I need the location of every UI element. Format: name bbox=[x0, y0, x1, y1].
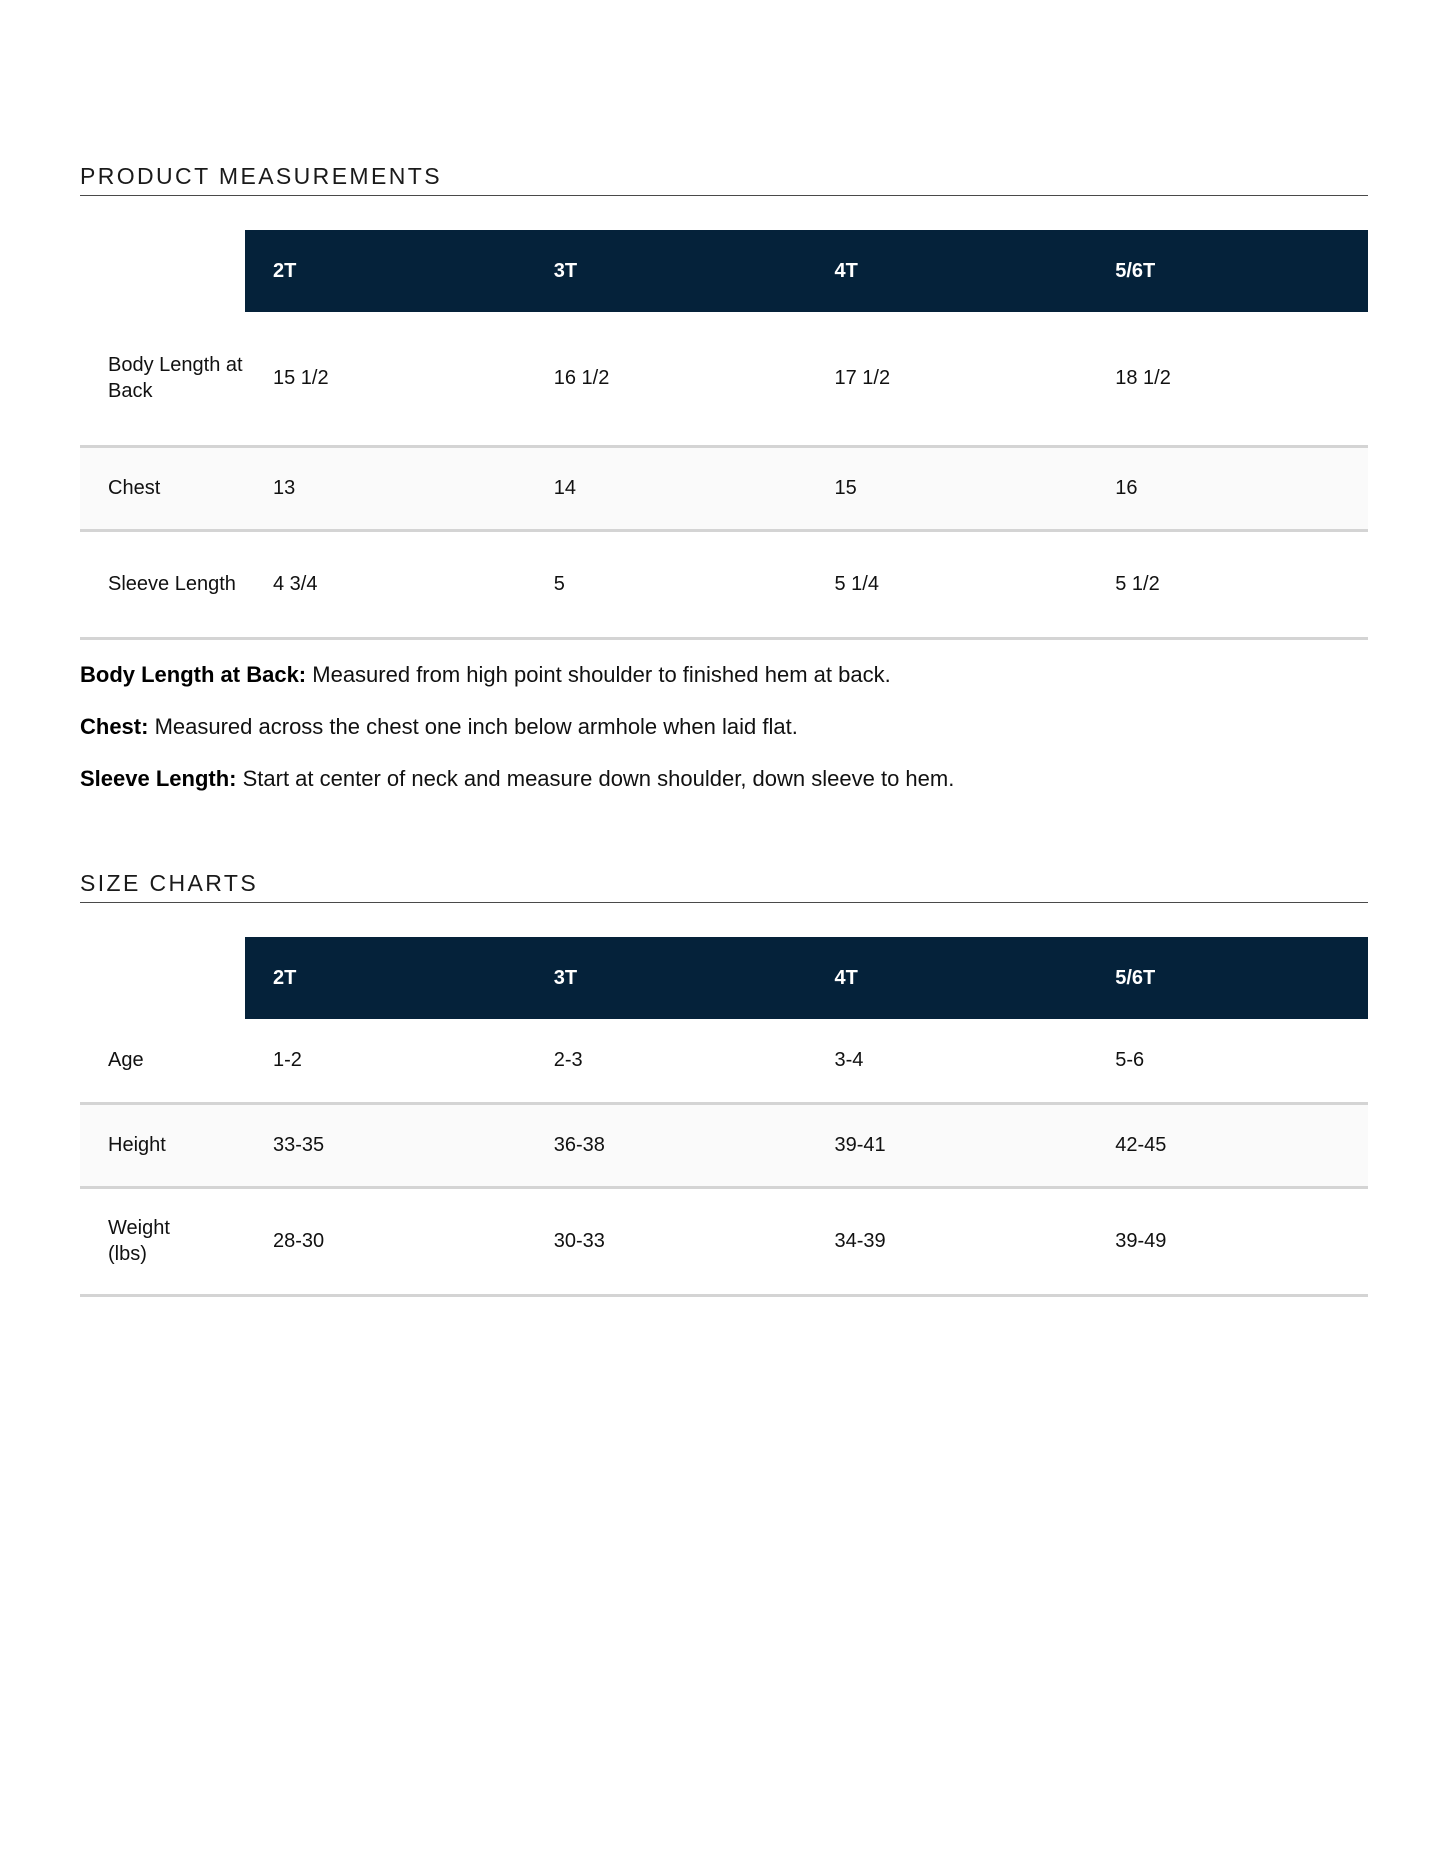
column-header-4t: 4T bbox=[807, 937, 1088, 1019]
note-text-chest: Measured across the chest one inch below armhole when laid flat. bbox=[148, 713, 798, 739]
cell-age-5-6t: 5-6 bbox=[1087, 1019, 1368, 1103]
cell-weight-2t: 28-30 bbox=[245, 1187, 526, 1295]
cell-age-2t: 1-2 bbox=[245, 1019, 526, 1103]
column-header-5-6t: 5/6T bbox=[1087, 937, 1368, 1019]
row-label-sleeve-length: Sleeve Length bbox=[80, 530, 245, 638]
table-row-weight bbox=[80, 1187, 1368, 1295]
cell-age-4t: 3-4 bbox=[807, 1019, 1088, 1103]
note-chest bbox=[80, 712, 1368, 742]
cell-body-length-5-6t: 18 1/2 bbox=[1087, 312, 1368, 446]
row-label-age: Age bbox=[80, 1019, 245, 1103]
table-header-blank bbox=[80, 230, 245, 312]
note-body-length bbox=[80, 660, 1368, 690]
cell-age-3t: 2-3 bbox=[526, 1019, 807, 1103]
cell-height-5-6t: 42-45 bbox=[1087, 1103, 1368, 1187]
row-label-body-length: Body Length at Back bbox=[80, 312, 245, 446]
cell-body-length-2t: 15 1/2 bbox=[245, 312, 526, 446]
note-text-body-length: Measured from high point shoulder to finished hem at back. bbox=[306, 661, 891, 687]
cell-weight-3t: 30-33 bbox=[526, 1187, 807, 1295]
size-charts-title: SIZE CHARTS bbox=[80, 870, 1368, 903]
row-label-height: Height bbox=[80, 1103, 245, 1187]
column-header-2t: 2T bbox=[245, 230, 526, 312]
cell-chest-4t: 15 bbox=[807, 446, 1088, 530]
column-header-5-6t: 5/6T bbox=[1087, 230, 1368, 312]
cell-height-3t: 36-38 bbox=[526, 1103, 807, 1187]
table-row-height bbox=[80, 1103, 1368, 1187]
column-header-3t: 3T bbox=[526, 230, 807, 312]
column-header-4t: 4T bbox=[807, 230, 1088, 312]
cell-sleeve-length-4t: 5 1/4 bbox=[807, 530, 1088, 638]
product-measurements-title: PRODUCT MEASUREMENTS bbox=[80, 163, 1368, 196]
product-measurements-section bbox=[80, 163, 1368, 816]
cell-weight-4t: 34-39 bbox=[807, 1187, 1088, 1295]
table-header-row bbox=[80, 230, 1368, 312]
table-row-age bbox=[80, 1019, 1368, 1103]
table-row-sleeve-length bbox=[80, 530, 1368, 638]
cell-height-2t: 33-35 bbox=[245, 1103, 526, 1187]
table-header-blank bbox=[80, 937, 245, 1019]
size-charts-section bbox=[80, 870, 1368, 1297]
cell-chest-5-6t: 16 bbox=[1087, 446, 1368, 530]
cell-height-4t: 39-41 bbox=[807, 1103, 1088, 1187]
note-term-body-length: Body Length at Back: bbox=[80, 661, 307, 687]
note-text-sleeve-length: Start at center of neck and measure down shoulder, down sleeve to hem. bbox=[236, 765, 955, 791]
table-header-row bbox=[80, 937, 1368, 1019]
row-label-weight: Weight (lbs) bbox=[80, 1187, 245, 1295]
measurement-notes bbox=[80, 660, 1368, 794]
row-label-chest: Chest bbox=[80, 446, 245, 530]
table-row-chest bbox=[80, 446, 1368, 530]
column-header-2t: 2T bbox=[245, 937, 526, 1019]
size-charts-table bbox=[80, 937, 1368, 1297]
cell-chest-3t: 14 bbox=[526, 446, 807, 530]
table-row-body-length bbox=[80, 312, 1368, 446]
note-term-chest: Chest: bbox=[80, 713, 149, 739]
cell-body-length-4t: 17 1/2 bbox=[807, 312, 1088, 446]
product-measurements-table bbox=[80, 230, 1368, 640]
note-term-sleeve-length: Sleeve Length: bbox=[80, 765, 237, 791]
note-sleeve-length bbox=[80, 764, 1368, 794]
cell-sleeve-length-2t: 4 3/4 bbox=[245, 530, 526, 638]
cell-sleeve-length-5-6t: 5 1/2 bbox=[1087, 530, 1368, 638]
cell-chest-2t: 13 bbox=[245, 446, 526, 530]
cell-weight-5-6t: 39-49 bbox=[1087, 1187, 1368, 1295]
cell-body-length-3t: 16 1/2 bbox=[526, 312, 807, 446]
column-header-3t: 3T bbox=[526, 937, 807, 1019]
cell-sleeve-length-3t: 5 bbox=[526, 530, 807, 638]
